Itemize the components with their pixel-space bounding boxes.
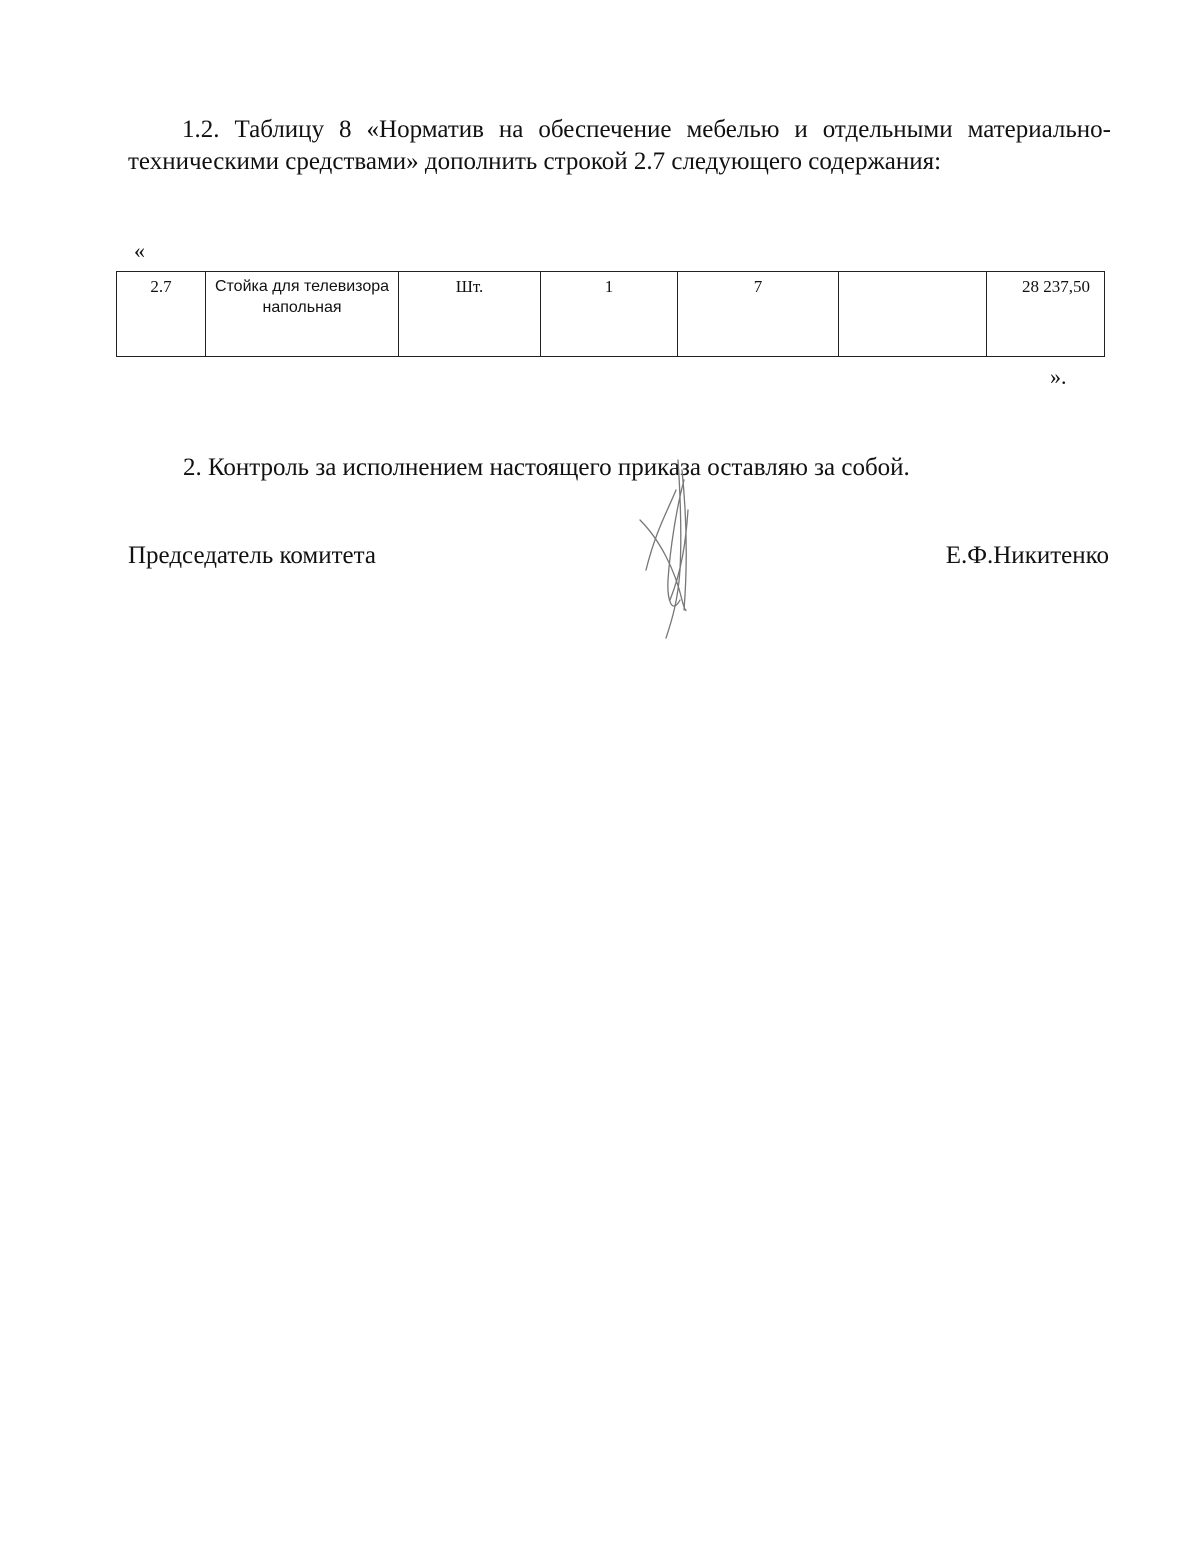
cell-row-number: 2.7 [117,272,206,357]
cell-quantity: 1 [541,272,678,357]
cell-price: 28 237,50 [987,272,1105,357]
signer-position: Председатель комитета [128,542,376,569]
table-row [117,272,1105,357]
signer-name: Е.Ф.Никитенко [945,542,1109,569]
paragraph-amendment-table-8: 1.2. Таблицу 8 «Норматив на обеспечение мебелью и отдельными материально-техническими средствами» дополнить строкой 2.7 следующего содержания: [128,116,1111,175]
paragraph-control-clause: 2. Контроль за исполнением настоящего приказа оставляю за собой. [183,454,910,481]
cell-item-name: Стойка для телевизора напольная [206,272,399,357]
cell-empty [839,272,987,357]
cell-service-years: 7 [678,272,839,357]
inserted-table-row [116,271,1105,357]
cell-unit: Шт. [399,272,541,357]
opening-quote-mark: « [134,238,145,263]
handwritten-signature [620,450,740,650]
closing-quote-mark: ». [1050,364,1067,389]
